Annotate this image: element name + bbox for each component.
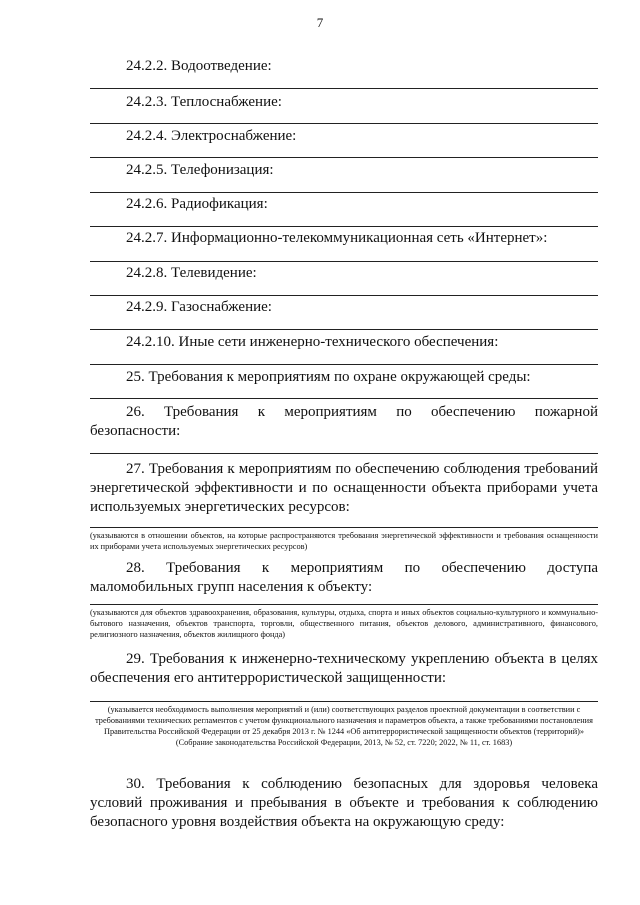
item-24-2-8: 24.2.8. Телевидение: [126,265,257,281]
item-24-2-6: 24.2.6. Радиофикация: [126,196,268,212]
item-25: 25. Требования к мероприятиям по охране окружающей среды: [126,369,531,385]
item-24-2-4: 24.2.4. Электроснабжение: [126,128,297,144]
item-24-2-3: 24.2.3. Теплоснабжение: [126,94,282,110]
fill-line [90,329,598,330]
fill-line [90,604,598,605]
fill-line [90,157,598,158]
item-29: 29. Требования к инженерно-техническому укреплению объекта в целях обеспечения его антитеррористической защищенности: [90,651,598,686]
item-26: 26. Требования к мероприятиям по обеспечению пожарной безопасности: [90,404,598,439]
fill-line [90,295,598,296]
fill-line [90,364,598,365]
note-27: (указываются в отношении объектов, на которые распространяются требования энергетической эффективности и требования оснащенности их приборами учета используемых энергетических ресурсов) [90,531,598,551]
fill-line [90,261,598,262]
item-24-2-10: 24.2.10. Иные сети инженерно-технического обеспечения: [126,334,499,350]
fill-line [90,192,598,193]
fill-line [90,123,598,124]
fill-line [90,701,598,702]
item-28: 28. Требования к мероприятиям по обеспечению доступа маломобильных групп населения к объекту: [90,560,598,595]
fill-line [90,527,598,528]
note-28: (указываются для объектов здравоохранения, образования, культуры, отдыха, спорта и иных объектов социально-культурного и коммунально-бытового назначения, объектов транспорта, торговли, общественного питания, объектов делового, административного, финансового, религиозного назначения, объектов жилищного фонда) [90,608,598,639]
item-30: 30. Требования к соблюдению безопасных для здоровья человека условий проживания и пребывания в объекте и требования к соблюдению безопасного уровня воздействия объекта на окружающую среду: [90,776,598,830]
page-number: 7 [316,15,324,30]
item-24-2-9: 24.2.9. Газоснабжение: [126,299,272,315]
item-24-2-2: 24.2.2. Водоотведение: [126,58,272,74]
fill-line [90,226,598,227]
fill-line [90,398,598,399]
item-24-2-7: 24.2.7. Информационно-телекоммуникационная сеть «Интернет»: [126,230,548,246]
item-27: 27. Требования к мероприятиям по обеспечению соблюдения требований энергетической эффективности и по оснащенности объекта приборами учета используемых энергетических ресурсов: [90,461,598,515]
note-29: (указывается необходимость выполнения мероприятий и (или) соответствующих разделов проектной документации в соответствии с требованиями технических регламентов с учетом функционального назначения и параметров объекта, а также требованиями постановления Правительства Российской Федерации от 25 декабря 2013 г. № 1244 «Об антитеррористической защищенности объектов (территорий)» (Собрание законодательства Российской Федерации, 2013, № 52, ст. 7220; 2022, № 11, ст. 1683) [95,705,593,747]
fill-line [90,88,598,89]
item-24-2-5: 24.2.5. Телефонизация: [126,162,274,178]
fill-line [90,453,598,454]
